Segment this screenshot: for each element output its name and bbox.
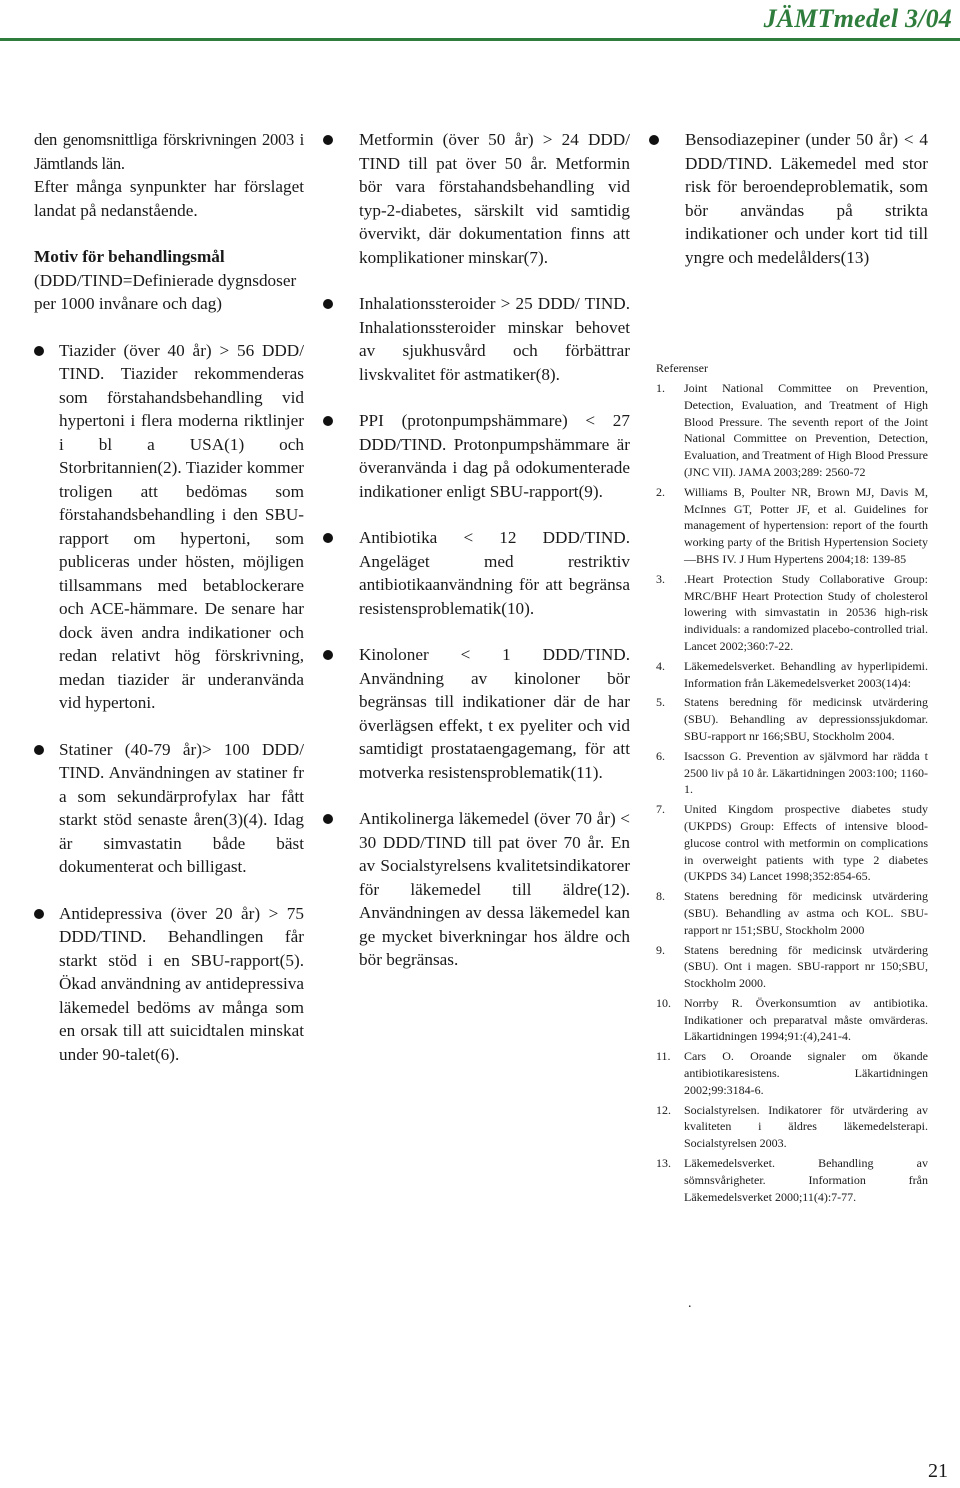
bullet-item [330,409,630,503]
reference-text: Norrby R. Överkonsumtion av antibiotika. Indikationer och preparatval måste omvärderas. Läkartidningen 1994;91:(4),241-4. [684,995,928,1044]
reference-item [656,888,928,938]
section-heading: Motiv för behandlingsmål [34,247,225,266]
reference-item [656,995,928,1045]
reference-number: 12. [656,1102,671,1117]
reference-item [656,801,928,885]
bullet-text: Antidepressiva (över 20 år) > 75 DDD/TIND. Behandlingen får starkt stöd i en SBU-rapport(5). Ökad användning av antidepressiva läkemedel bedöms av många som en orsak till att suicidtalen minskat under 90-talet(6). [59,903,304,1064]
reference-item [656,942,928,992]
intro-text: den genomsnittliga förskrivningen 2003 i Jämtlands län. [34,130,304,173]
bullet-text: Antikolinerga läkemedel (över 70 år) < 30 DDD/TIND till pat över 70 år. En av Socialstyrelsens kvalitetsindikatorer för läkemedel till äldre(12). Användningen av dessa läkemedel kan ge mycket biverkningar hos äldre och bör begränsas. [359,809,630,969]
bullet-text: Antibiotika < 12 DDD/TIND. Angeläget med restriktiv antibiotikaanvändning för att begränsa resistensproblematik(10). [359,528,630,618]
bullet-text: Metformin (över 50 år) > 24 DDD/ TIND till pat över 50 år. Metformin bör vara förstahandsbehandling vid typ-2-diabetes, särskilt vid samtidig övervikt, där dokumentation finns att komplikationer minskar(7). [359,130,630,267]
bullet-dot-icon [323,650,333,660]
reference-text: Joint National Committee on Prevention, Detection, Evaluation, and Treatment of High Blood Pressure. The seventh report of the Joint National Committee on Prevention, Detection, Evaluation, and Treatment of High Blood Pressure (JNC VII). JAMA 2003;289: 2560-72 [684,381,928,479]
intro-text-2: Efter många synpunkter har förslaget landat på nedanstående. [34,177,304,220]
bullet-item [34,339,304,715]
page-number: 21 [928,1460,948,1482]
reference-number: 13. [656,1156,671,1171]
reference-text: Socialstyrelsen. Indikatorer för utvärdering av kvaliteten i äldres läkemedelsterapi. Socialstyrelsen 2003. [684,1102,928,1151]
bullet-dot-icon [34,909,44,919]
reference-number: 8. [656,889,665,904]
reference-item [656,571,928,655]
bullet-dot-icon [34,745,44,755]
bullet-dot-icon [323,814,333,824]
reference-item [656,484,928,568]
reference-text: Statens beredning för medicinsk utvärdering (SBU). Behandling av astma och KOL. SBU-rapport nr 151;SBU, Stockholm 2000 [684,889,928,937]
trailing-dot: . [688,1296,692,1311]
reference-number: 9. [656,942,665,957]
bullet-item [330,128,630,269]
reference-item [656,1048,928,1098]
bullet-text: Kinoloner < 1 DDD/TIND. Användning av kinoloner bör begränsas till indikationer där de har överlägsen effekt, t ex pyeliter och vid samtidigt prostataengagemang, för att motverka resistensproblematik(11). [359,645,630,782]
column-3 [656,128,928,1208]
reference-number: 1. [656,381,665,395]
reference-item [656,748,928,798]
reference-number: 3. [656,571,665,586]
bullet-item [330,526,630,620]
reference-text: Statens beredning för medicinsk utvärdering (SBU). Ont i magen. SBU-rapport nr 150;SBU, Stockholm 2000. [684,942,928,991]
bullet-text: Bensodiazepiner (under 50 år) < 4 DDD/TIND. Läkemedel med stor risk för beroendeproblematik, som bör användas på strikta indikationer och under kort tid till yngre och medelålders(13) [685,130,928,267]
reference-text: .Heart Protection Study Collaborative Group: MRC/BHF Heart Protection Study of cholesterol lowering with simvastatin in 20536 high-risk individuals: a randomized placebo-controlled trial. Lancet 2002;360:7-22. [684,571,928,653]
reference-item [656,1155,928,1205]
reference-text: Läkemedelsverket. Behandling av sömnsvårigheter. Information från Läkemedelsverket 2000;11(4):7-77. [684,1156,928,1204]
bullet-dot-icon [323,135,333,145]
bullet-item [34,902,304,1067]
reference-text: Isacsson G. Prevention av självmord har rädda t 2500 liv på 10 år. Läkartidningen 2003:100; 1160-1. [684,748,928,797]
bullet-item [330,643,630,784]
reference-item [656,380,928,481]
bullet-item [656,128,928,269]
reference-item [656,694,928,744]
references-title: Referenser [656,361,708,375]
bullet-item [330,807,630,972]
bullet-text: Tiazider (över 40 år) > 56 DDD/ TIND. Tiazider rekommenderas som förstahandsbehandling vid hypertoni i flera moderna riktlinjer i bl a USA(1) och Storbritannien(2). Tiazider kommer troligen att bedömas som förstahandsbehandling i den SBU-rapport om hypertoni, som publiceras under hösten, möjligen tillsammans med betablockerare och ACE-hämmare. De senare har dock även andra indikationer och redan relativt hög förskrivning, medan tiazider är underanvända vid hypertoni. [59,340,304,712]
column-2 [330,128,630,995]
reference-item [656,658,928,692]
reference-number: 6. [656,748,665,763]
reference-item [656,1102,928,1152]
bullet-dot-icon [323,533,333,543]
reference-text: Cars O. Oroande signaler om ökande antibiotikaresistens. Läkartidningen 2002;99:3184-6. [684,1049,928,1097]
bullet-dot-icon [323,299,333,309]
journal-title: JÄMTmedel 3/04 [763,4,952,33]
bullet-item [330,292,630,386]
reference-number: 5. [656,695,665,710]
reference-number: 7. [656,802,665,817]
bullet-dot-icon [323,416,333,426]
bullet-text: Inhalationssteroider > 25 DDD/ TIND. Inhalationssteroider minskar behovet av sjukhusvård och förbättrar livskvalitet för astmatiker(8). [359,294,630,384]
reference-number: 10. [656,995,671,1010]
reference-text: United Kingdom prospective diabetes study (UKPDS) Group: Effects of intensive blood-glucose control with metformin on complications in overweight patients with type 2 diabetes (UKPDS 34) Lancet 1998;352:854-65. [684,802,928,884]
reference-text: Läkemedelsverket. Behandling av hyperlipidemi. Information från Läkemedelsverket 2003(14)4: [684,658,928,690]
reference-number: 2. [656,484,665,499]
header-rule [0,38,960,41]
reference-number: 4. [656,658,665,673]
bullet-dot-icon [649,135,659,145]
bullet-item [34,738,304,879]
reference-number: 11. [656,1049,671,1064]
bullet-dot-icon [34,346,44,356]
column-1 [34,128,304,1089]
bullet-text: Statiner (40-79 år)> 100 DDD/ TIND. Användningen av statiner fr a som sekundärprofylax har fått starkt stöd senaste åren(3)(4). Idag är simvastatin både bäst dokumenterat och billigast. [59,739,304,876]
reference-text: Williams B, Poulter NR, Brown MJ, Davis M, McInnes GT, Potter JF, et al. Guidelines for management of hypertension: report of the fourth working party of the British Hypertension Society—BHS IV. J Hum Hypertens 2004;18: 139-85 [684,484,928,566]
bullet-text: PPI (protonpumpshämmare) < 27 DDD/TIND. Protonpumpshämmare är överanvända i dag på odokumenterade indikationer enligt SBU-rapport(9). [359,411,630,501]
definition-text: (DDD/TIND=Definierade dygnsdoser per 1000 invånare och dag) [34,270,297,313]
reference-text: Statens beredning för medicinsk utvärdering (SBU). Behandling av depressionssjukdomar. SBU-rapport nr 166;SBU, Stockholm 2004. [684,695,928,743]
